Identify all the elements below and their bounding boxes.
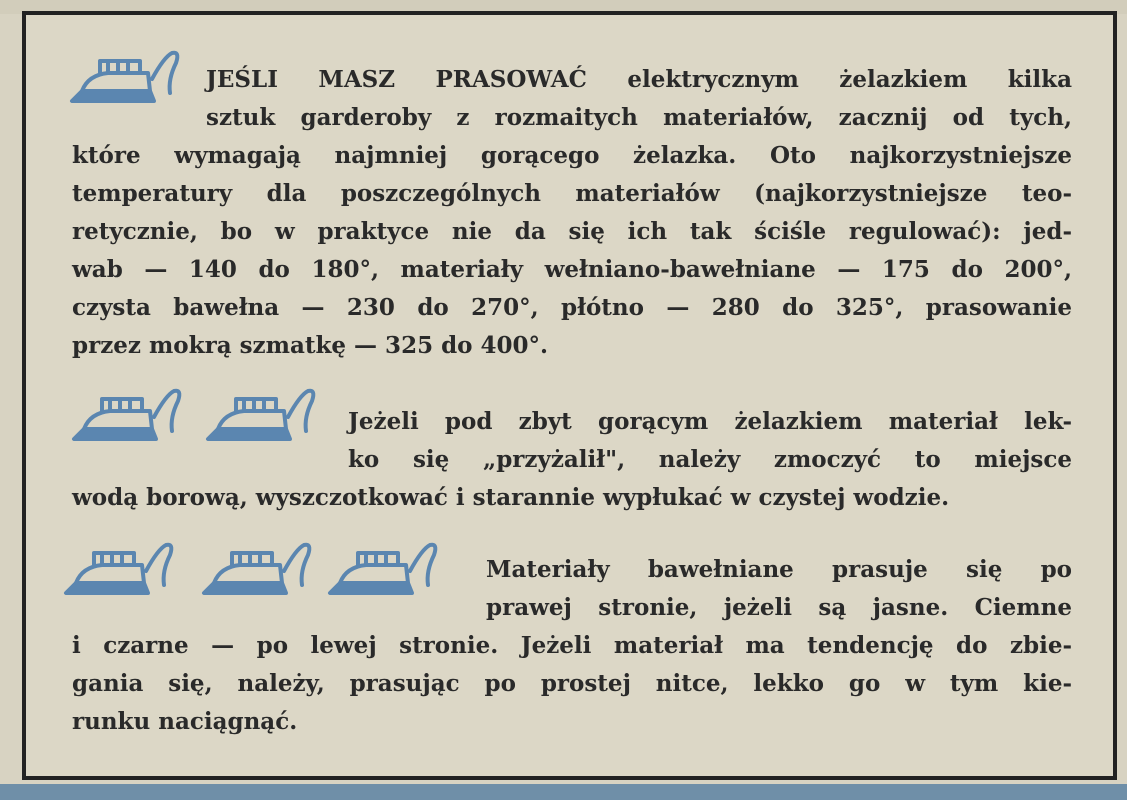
iron-icon	[200, 541, 318, 597]
text-line: JEŚLI MASZ PRASOWAĆ elektrycznym żelazkiem kilka	[206, 66, 1072, 93]
text-line: runku naciągnąć.	[72, 708, 298, 735]
iron-icon	[326, 541, 444, 597]
paragraph-3-body	[72, 627, 1072, 741]
text-line: Materiały bawełniane prasuje się po	[486, 556, 1072, 583]
text-line: przez mokrą szmatkę — 325 do 400°.	[72, 332, 549, 359]
iron-icon	[204, 387, 322, 443]
paragraph-1-lines-1-2	[206, 61, 1072, 137]
text-line: gania się, należy, prasując po prostej nitce, lekko go w tym kie-	[72, 670, 1072, 697]
paragraph-3-lines-1-2	[486, 551, 1072, 627]
text-line: czysta bawełna — 230 do 270°, płótno — 280 do 325°, prasowanie	[72, 294, 1072, 321]
paragraph-2-lines-1-2	[348, 403, 1072, 479]
text-line: temperatury dla poszczególnych materiałów (najkorzystniejsze teo-	[72, 180, 1072, 207]
bottom-blue-strip	[0, 784, 1127, 800]
text-line: sztuk garderoby z rozmaitych materiałów, zacznij od tych,	[206, 104, 1072, 131]
iron-icon	[62, 541, 180, 597]
text-line: prawej stronie, jeżeli są jasne. Ciemne	[486, 594, 1072, 621]
paragraph-1-body	[72, 137, 1072, 365]
text-line: Jeżeli pod zbyt gorącym żelazkiem materiał lek-	[348, 408, 1072, 435]
text-line: retycznie, bo w praktyce nie da się ich tak ściśle regulować): jed-	[72, 218, 1072, 245]
article-frame	[22, 11, 1117, 780]
text-line: ko się „przyżalił", należy zmoczyć to miejsce	[348, 446, 1072, 473]
iron-icon	[68, 49, 186, 105]
text-line: które wymagają najmniej gorącego żelazka. Oto najkorzystniejsze	[72, 142, 1072, 169]
text-line: i czarne — po lewej stronie. Jeżeli materiał ma tendencję do zbie-	[72, 632, 1072, 659]
text-line: wab — 140 do 180°, materiały wełniano-bawełniane — 175 do 200°,	[72, 256, 1072, 283]
paragraph-2-body	[72, 479, 1072, 517]
text-line: wodą borową, wyszczotkować i starannie wypłukać w czystej wodzie.	[72, 484, 950, 511]
iron-icon	[70, 387, 188, 443]
